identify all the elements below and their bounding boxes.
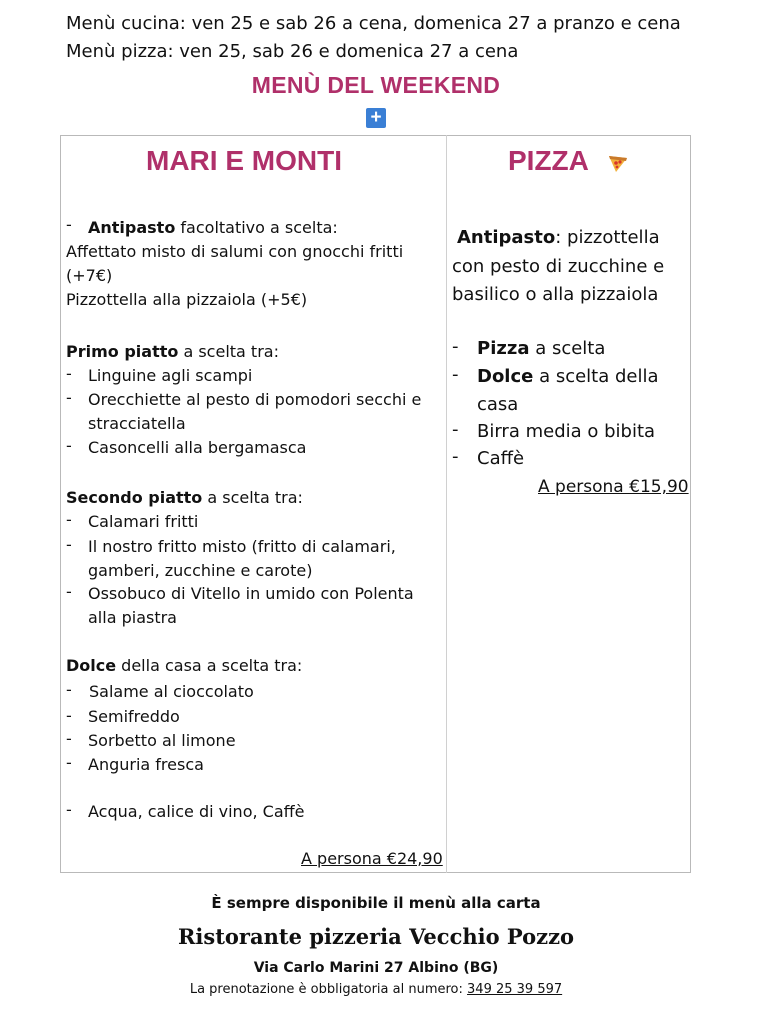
list-item: Anguria fresca xyxy=(88,755,204,774)
secondo-heading xyxy=(66,488,303,508)
list-item: Orecchiette al pesto di pomodori secchi e xyxy=(88,390,422,409)
pizza-item-label: Pizza xyxy=(477,338,530,359)
antipasto-line: Pizzottella alla pizzaiola (+5€) xyxy=(66,290,308,309)
primo-label: Primo piatto xyxy=(66,342,179,361)
pizza-antipasto-line: basilico o alla pizzaiola xyxy=(452,284,659,305)
list-item: Salame al cioccolato xyxy=(89,682,254,701)
list-item: Ossobuco di Vitello in umido con Polenta xyxy=(88,584,414,603)
dolce-heading xyxy=(66,656,302,676)
list-item: Il nostro fritto misto (fritto di calamari, xyxy=(88,537,396,556)
drinks-line: Acqua, calice di vino, Caffè xyxy=(88,802,305,821)
dash: - xyxy=(66,364,72,383)
reservation-note xyxy=(0,982,752,997)
dash: - xyxy=(66,510,72,529)
dolce-item-label: Dolce xyxy=(477,366,534,387)
antipasto-line: Affettato misto di salumi con gnocchi fritti xyxy=(66,242,404,261)
pizza-antipasto-line xyxy=(457,227,660,249)
dash: - xyxy=(66,729,72,748)
reservation-text: La prenotazione è obbligatoria al numero: xyxy=(189,982,468,997)
dash: - xyxy=(452,364,459,385)
secondo-label: Secondo piatto xyxy=(66,488,203,507)
dolce-item-suffix: a scelta della xyxy=(533,366,659,387)
pizza-title: PIZZA xyxy=(508,145,589,176)
list-item: alla piastra xyxy=(88,608,177,627)
list-item: Linguine agli scampi xyxy=(88,366,253,385)
antipasto-label: Antipasto xyxy=(88,218,176,237)
pizza-price: A persona €15,90 xyxy=(538,477,689,497)
antipasto-heading xyxy=(88,218,338,238)
header-line-pizza: Menù pizza: ven 25, sab 26 e domenica 27 a cena xyxy=(66,41,519,62)
page-title: MENÙ DEL WEEKEND xyxy=(251,72,501,98)
pizza-antipasto-text: : pizzottella xyxy=(555,227,660,248)
dash: - xyxy=(66,800,72,819)
pizza-item-suffix: a scelta xyxy=(529,338,606,359)
restaurant-name: Ristorante pizzeria Vecchio Pozzo xyxy=(177,924,575,949)
dash: - xyxy=(66,680,72,699)
column-divider xyxy=(446,135,447,873)
list-item: Sorbetto al limone xyxy=(88,731,236,750)
pizza-slice-icon xyxy=(607,152,629,174)
dolce-item xyxy=(477,366,659,388)
dash: - xyxy=(452,446,459,467)
list-item: gamberi, zucchine e carote) xyxy=(88,561,313,580)
a-la-carte-note: È sempre disponibile il menù alla carta xyxy=(211,894,541,912)
coffee-item: Caffè xyxy=(477,448,525,469)
list-item: Semifreddo xyxy=(88,707,180,726)
dash: - xyxy=(66,535,72,554)
dolce-suffix: della casa a scelta tra: xyxy=(116,656,303,675)
mari-e-monti-price: A persona €24,90 xyxy=(301,849,443,868)
antipasto-line: (+7€) xyxy=(66,266,113,285)
list-item: stracciatella xyxy=(88,414,186,433)
mari-e-monti-title: MARI E MONTI xyxy=(146,145,342,176)
list-item: Calamari fritti xyxy=(88,512,199,531)
header-line-kitchen: Menù cucina: ven 25 e sab 26 a cena, domenica 27 a pranzo e cena xyxy=(66,13,681,34)
restaurant-address: Via Carlo Marini 27 Albino (BG) xyxy=(253,960,499,976)
dash: - xyxy=(66,436,72,455)
list-item: Casoncelli alla bergamasca xyxy=(88,438,307,457)
dash: - xyxy=(66,753,72,772)
dash: - xyxy=(66,582,72,601)
dash: - xyxy=(452,336,459,357)
dolce-label: Dolce xyxy=(66,656,117,675)
primo-suffix: a scelta tra: xyxy=(178,342,279,361)
pizza-antipasto-label: Antipasto xyxy=(457,227,556,248)
plus-icon[interactable]: + xyxy=(366,108,386,128)
pizza-item xyxy=(477,338,605,360)
drink-item: Birra media o bibita xyxy=(477,421,656,442)
dash: - xyxy=(66,215,72,234)
dash: - xyxy=(66,706,72,725)
pizza-antipasto-line: con pesto di zucchine e xyxy=(452,256,665,277)
antipasto-suffix: facoltativo a scelta: xyxy=(175,218,338,237)
phone-number[interactable]: 349 25 39 597 xyxy=(467,982,563,997)
dash: - xyxy=(66,388,72,407)
dolce-item-line: casa xyxy=(477,394,519,415)
primo-heading xyxy=(66,342,279,362)
secondo-suffix: a scelta tra: xyxy=(202,488,303,507)
dash: - xyxy=(452,419,459,440)
